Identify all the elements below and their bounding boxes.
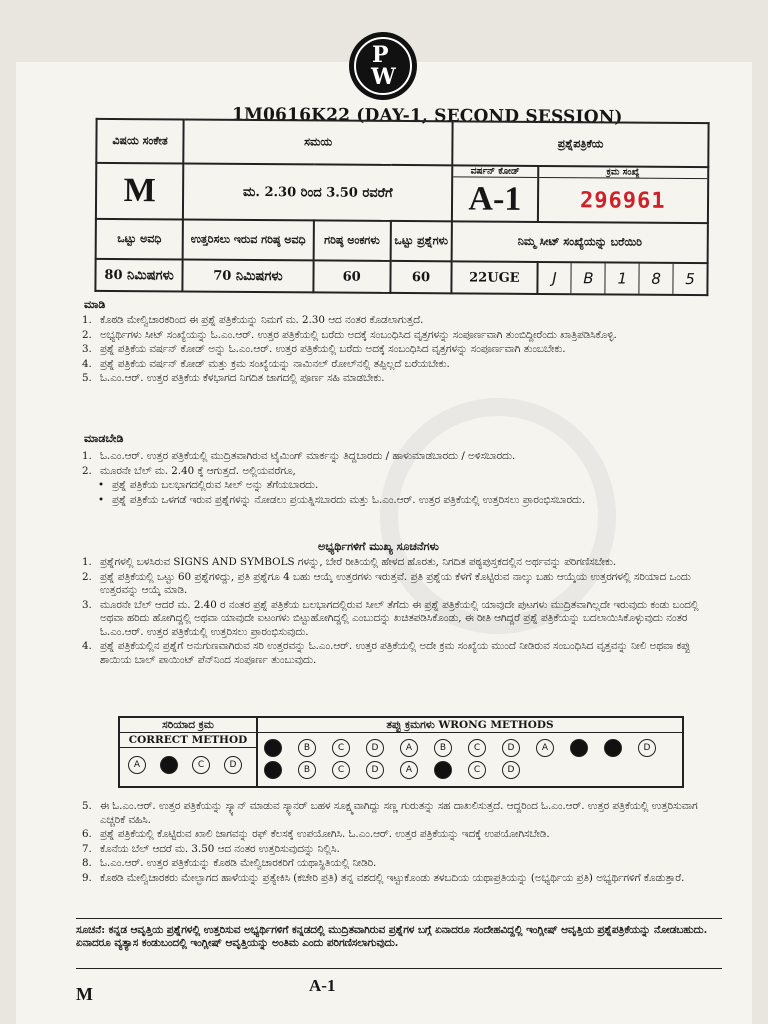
answer-bubble <box>604 739 622 757</box>
seat-char: 1 <box>606 263 640 293</box>
answer-methods <box>118 716 684 792</box>
max-marks-label: ಗರಿಷ್ಠ ಅಂಕಗಳು <box>313 220 390 261</box>
instruction-item: 3. ಪ್ರಶ್ನೆ ಪತ್ರಿಕೆಯ ವರ್ಷನ್ ಕೋಡ್ ಅನ್ನು ಓ.ಎಂ.ಆರ್. ಉತ್ತರ ಪತ್ರಿಕೆಯಲ್ಲಿ ಬರೆದು ಅದಕ್ಕೆ ಸಂಬಂಧಿಸಿದ ವೃತ್ತಗಳನ್ನು ಸಂಪೂರ್ಣವಾಗಿ ತುಂಬಬೇಕು. <box>82 343 566 355</box>
answer-bubble: C <box>468 761 486 779</box>
subject-code: M <box>96 163 184 220</box>
booklet-label: ಪ್ರಶ್ನೆಪತ್ರಿಕೆಯ <box>453 121 709 167</box>
seat-prefix: 22UGE <box>452 261 538 294</box>
answer-bubble: C <box>332 761 350 779</box>
serial-cell: ಕ್ರಮ ಸಂಖ್ಯೆ 296961 <box>537 166 708 223</box>
answer-bubble: D <box>502 761 520 779</box>
answer-bubble: D <box>638 739 656 757</box>
paper-code: 1M0616K22 (DAY-1, SECOND SESSION) <box>231 104 623 128</box>
answer-duration: 70 ನಿಮಿಷಗಳು <box>183 259 314 292</box>
answer-bubble: A <box>128 756 146 774</box>
donts-heading: ಮಾಡಬೇಡಿ <box>84 432 124 445</box>
instructions-heading: ಅಭ್ಯರ್ಥಿಗಳಿಗೆ ಮುಖ್ಯ ಸೂಚನೆಗಳು <box>318 540 439 553</box>
note: ಸೂಚನೆ: ಕನ್ನಡ ಆವೃತ್ತಿಯ ಪ್ರಶ್ನೆಗಳಲ್ಲಿ ಉತ್ತರಿಸುವ ಅಭ್ಯರ್ಥಿಗಳಿಗೆ ಕನ್ನಡದಲ್ಲಿ ಮುದ್ರಿತವಾಗಿರುವ ಪ್ರಶ್ನೆಗಳ ಬಗ್ಗೆ ಏನಾದರೂ ಸಂದೇಹವಿದ್ದಲ್ಲಿ ಇಂಗ್ಲೀಷ್ ಆವೃತ್ತಿಯ ಪ್ರಶ್ನೆಪತ್ರಿಕೆಯನ್ನು ನೋಡಬಹುದು. ಏನಾದರೂ ವ್ಯತ್ಯಾಸ ಕಂಡುಬಂದಲ್ಲಿ ಇಂಗ್ಲೀಷ್ ಆವೃತ್ತಿಯನ್ನು ಅಂತಿಮ ಎಂದು ಪರಿಗಣಿಸಲಾಗುವುದು. <box>76 924 708 949</box>
seat-number-boxes <box>537 262 708 295</box>
instruction-item: 8. ಓ.ಎಂ.ಆರ್. ಉತ್ತರ ಪತ್ರಿಕೆಯನ್ನು ಕೊಠಡಿ ಮೇಲ್ವಿಚಾರಕರಿಗೆ ಯಥಾಸ್ಥಿತಿಯಲ್ಲಿ ನೀಡಿರಿ. <box>82 857 377 869</box>
seat-char: B <box>572 263 606 293</box>
total-duration: 80 ನಿಮಿಷಗಳು <box>95 259 182 292</box>
subject-code-label: ವಿಷಯ ಸಂಕೇತ <box>96 119 184 164</box>
instruction-item: 1. ಪ್ರಶ್ನೆಗಳಲ್ಲಿ ಬಳಸಿರುವ SIGNS AND SYMBOLS ಗಳನ್ನು, ಬೇರೆ ರೀತಿಯಲ್ಲಿ ಹೇಳದ ಹೊರತು, ನಿಗದಿತ ಪಠ್ಯಪುಸ್ತಕದಲ್ಲಿನ ಅರ್ಥವನ್ನು ಪರಿಗಣಿಸಬೇಕು. <box>82 556 617 568</box>
max-marks: 60 <box>313 260 390 293</box>
instruction-item: 1. ಓ.ಎಂ.ಆರ್. ಉತ್ತರ ಪತ್ರಿಕೆಯಲ್ಲಿ ಮುದ್ರಿತವಾಗಿರುವ ಟೈಮಿಂಗ್ ಮಾರ್ಕನ್ನು ತಿದ್ದಬಾರದು / ಹಾಳುಮಾಡಬಾರದು / ಅಳಿಸಬಾರದು. <box>82 450 516 462</box>
footer-version: A-1 <box>309 976 336 995</box>
answer-bubble: D <box>366 761 384 779</box>
instructions-list-continued <box>78 800 718 886</box>
instruction-item: 6. ಪ್ರಶ್ನೆ ಪತ್ರಿಕೆಯಲ್ಲಿ ಕೊಟ್ಟಿರುವ ಖಾಲಿ ಜಾಗವನ್ನು ರಫ್ ಕೆಲಸಕ್ಕೆ ಉಪಯೋಗಿಸಿ. ಓ.ಎಂ.ಆರ್. ಉತ್ತರ ಪತ್ರಿಕೆಯನ್ನು ಇದಕ್ಕೆ ಉಪಯೋಗಿಸಬೇಡಿ. <box>82 828 550 840</box>
seat-label: ನಿಮ್ಮ ಸೀಟ್ ಸಂಖ್ಯೆಯನ್ನು ಬರೆಯಿರಿ <box>452 221 708 263</box>
instruction-item: 1. ಕೊಠಡಿ ಮೇಲ್ವಿಚಾರಕರಿಂದ ಈ ಪ್ರಶ್ನೆ ಪತ್ರಿಕೆಯನ್ನು ನಿಮಗೆ ಮ. 2.30 ಆದ ನಂತರ ಕೊಡಲಾಗುತ್ತದೆ. <box>82 314 424 326</box>
answer-bubble <box>264 739 282 757</box>
instruction-item: 5. ಓ.ಎಂ.ಆರ್. ಉತ್ತರ ಪತ್ರಿಕೆಯ ಕೆಳಭಾಗದ ನಿಗದಿತ ಜಾಗದಲ್ಲಿ ಪೂರ್ಣ ಸಹಿ ಮಾಡಬೇಕು. <box>82 372 385 384</box>
version-code-cell: ವರ್ಷನ್ ಕೋಡ್ A-1 <box>452 165 538 222</box>
answer-bubble: C <box>468 739 486 757</box>
answer-bubble: C <box>332 739 350 757</box>
dos-heading: ಮಾಡಿ <box>84 298 106 311</box>
seat-char: 8 <box>640 264 674 294</box>
answer-bubble: A <box>536 739 554 757</box>
answer-bubble <box>434 761 452 779</box>
dos-list <box>78 314 718 387</box>
seat-char: J <box>538 263 572 293</box>
answer-bubble: D <box>366 739 384 757</box>
instruction-item: 7. ಕೊನೆಯ ಬೆಲ್ ಆದರೆ ಮ. 3.50 ಆದ ನಂತರ ಉತ್ತರಿಸುವುದನ್ನು ನಿಲ್ಲಿಸಿ. <box>82 842 340 855</box>
answer-bubble: D <box>502 739 520 757</box>
answer-duration-label: ಉತ್ತರಿಸಲು ಇರುವ ಗರಿಷ್ಠ ಅವಧಿ <box>183 219 314 260</box>
pw-logo: P W <box>349 32 417 100</box>
answer-bubble: B <box>434 739 452 757</box>
instruction-item: 4. ಪ್ರಶ್ನೆ ಪತ್ರಿಕೆಯ ವರ್ಷನ್ ಕೋಡ್ ಮತ್ತು ಕ್ರಮ ಸಂಖ್ಯೆಯನ್ನು ನಾಮಿನಲ್ ರೋಲ್‌ನಲ್ಲಿ ತಪ್ಪಿಲ್ಲದೆ ಬರೆಯಬೇಕು. <box>82 357 450 370</box>
time-value: ಮ. 2.30 ರಿಂದ 3.50 ರವರೆಗೆ <box>183 163 452 221</box>
total-questions: 60 <box>390 261 452 293</box>
answer-bubble: B <box>298 739 316 757</box>
correct-method-box: ಸರಿಯಾದ ಕ್ರಮ CORRECT METHOD A C D <box>118 716 258 788</box>
answer-bubble: C <box>192 756 210 774</box>
instruction-item: • ಪ್ರಶ್ನೆ ಪತ್ರಿಕೆಯ ಒಳಗಡೆ ಇರುವ ಪ್ರಶ್ನೆಗಳನ್ನು ನೋಡಲು ಪ್ರಯತ್ನಿಸಬಾರದು ಮತ್ತು ಓ.ಎಂ.ಆರ್. ಉತ್ತರ ಪತ್ರಿಕೆಯಲ್ಲಿ ಉತ್ತರಿಸಲು ಪ್ರಾರಂಭಿಸಬಾರದು. <box>98 493 586 506</box>
instructions-list <box>78 556 718 668</box>
total-questions-label: ಒಟ್ಟು ಪ್ರಶ್ನೆಗಳು <box>390 221 452 261</box>
instruction-item: 2. ಅಭ್ಯರ್ಥಿಗಳು ಸೀಟ್ ಸಂಖ್ಯೆಯನ್ನು ಓ.ಎಂ.ಆರ್. ಉತ್ತರ ಪತ್ರಿಕೆಯಲ್ಲಿ ಬರೆದು ಅದಕ್ಕೆ ಸಂಬಂಧಿಸಿದ ವೃತ್ತಗಳನ್ನು ಸಂಪೂರ್ಣವಾಗಿ ತುಂಬಿದ್ದೀರೆಂದು ಖಾತ್ರಿಪಡಿಸಿಕೊಳ್ಳಿ. <box>82 328 617 341</box>
instruction-item: 2. ಪ್ರಶ್ನೆ ಪತ್ರಿಕೆಯಲ್ಲಿ ಒಟ್ಟು 60 ಪ್ರಶ್ನೆಗಳಿದ್ದು, ಪ್ರತಿ ಪ್ರಶ್ನೆಗೂ 4 ಬಹು ಆಯ್ಕೆ ಉತ್ತರಗಳು ಇರುತ್ತವೆ. ಪ್ರತಿ ಪ್ರಶ್ನೆಯ ಕೆಳಗೆ ಕೊಟ್ಟಿರುವ ನಾಲ್ಕು ಬಹು ಆಯ್ಕೆಯ ಉತ್ತರಗಳಲ್ಲಿ ಸರಿಯಾದ ಒಂದು ಉತ್ತರವನ್ನು ಆಯ್ಕೆ ಮಾಡಿ. <box>82 570 691 596</box>
instruction-item: 3. ಮೂರನೇ ಬೆಲ್ ಆದರೆ ಮ. 2.40 ರ ನಂತರ ಪ್ರಶ್ನೆ ಪತ್ರಿಕೆಯ ಬಲಭಾಗದಲ್ಲಿರುವ ಸೀಲ್ ತೆಗೆದು ಈ ಪ್ರಶ್ನೆ ಪತ್ರಿಕೆಯಲ್ಲಿ ಯಾವುದೇ ಪುಟಗಳು ಮುದ್ರಿತವಾಗಿಲ್ಲದೇ ಇರುವುದು ಕಂಡು ಬಂದಲ್ಲಿ ಅಥವಾ ಹರಿದು ಹೋಗಿದ್ದಲ್ಲಿ ಅಥವಾ ಯಾವುದೇ ಐಟಂಗಳು ಬಿಟ್ಟುಹೋಗಿದ್ದಲ್ಲಿ ಎಂಬುದನ್ನು ಖಚಿತಪಡಿಸಿಕೊಂಡು, ಈ ರೀತಿ ಆಗಿದ್ದರೆ ಪ್ರಶ್ನೆ ಪತ್ರಿಕೆಯನ್ನು ಬದಲಾಯಿಸಿಕೊಳ್ಳುವುದು ನಂತರ ಓ.ಎಂ.ಆರ್. ಉತ್ತರ ಪತ್ರಿಕೆಯಲ್ಲಿ ಉತ್ತರಿಸಲು ಪ್ರಾರಂಭಿಸುವುದು. <box>82 598 699 638</box>
answer-bubble: A <box>400 761 418 779</box>
answer-bubble: B <box>298 761 316 779</box>
serial-number: 296961 <box>579 187 666 214</box>
answer-bubble <box>160 756 178 774</box>
answer-bubble: D <box>224 756 242 774</box>
time-label: ಸಮಯ <box>184 119 453 165</box>
donts-list <box>78 450 718 508</box>
instruction-item: 5. ಈ ಓ.ಎಂ.ಆರ್. ಉತ್ತರ ಪತ್ರಿಕೆಯನ್ನು ಸ್ಕ್ಯಾನ್ ಮಾಡುವ ಸ್ಕ್ಯಾನರ್ ಬಹಳ ಸೂಕ್ಷ್ಮವಾಗಿದ್ದು ಸಣ್ಣ ಗುರುತನ್ನು ಸಹ ದಾಖಲಿಸುತ್ತದೆ. ಆದ್ದರಿಂದ ಓ.ಎಂ.ಆರ್. ಉತ್ತರ ಪತ್ರಿಕೆಯಲ್ಲಿ ಉತ್ತರಿಸುವಾಗ ಎಚ್ಚರಿಕೆ ವಹಿಸಿ. <box>82 800 698 826</box>
footer-subject: M <box>76 984 93 1004</box>
instruction-item: 9. ಕೊಠಡಿ ಮೇಲ್ವಿಚಾರಕರು ಮೇಲ್ಭಾಗದ ಹಾಳೆಯನ್ನು ಪ್ರತ್ಯೇಕಿಸಿ (ಕಚೇರಿ ಪ್ರತಿ) ತನ್ನ ವಶದಲ್ಲಿ ಇಟ್ಟುಕೊಂಡು ತಳಬದಿಯ ಯಥಾಪ್ರತಿಯನ್ನು (ಅಭ್ಯರ್ಥಿಯ ಪ್ರತಿ) ಅಭ್ಯರ್ಥಿಗಳಿಗೆ ಕೊಡುತ್ತಾರೆ. <box>82 871 685 884</box>
answer-bubble <box>264 761 282 779</box>
instruction-item: 4. ಪ್ರಶ್ನೆ ಪತ್ರಿಕೆಯಲ್ಲಿನ ಪ್ರಶ್ನೆಗೆ ಅನುಗುಣವಾಗಿರುವ ಸರಿ ಉತ್ತರವನ್ನು ಓ.ಎಂ.ಆರ್. ಉತ್ತರ ಪತ್ರಿಕೆಯಲ್ಲಿ ಅದೇ ಕ್ರಮ ಸಂಖ್ಯೆಯ ಮುಂದೆ ನೀಡಿರುವ ಸಂಬಂಧಿಸಿದ ವೃತ್ತವನ್ನು ನೀಲಿ ಅಥವಾ ಕಪ್ಪು ಶಾಯಿಯ ಬಾಲ್ ಪಾಯಿಂಟ್ ಪೆನ್‌ನಿಂದ ಸಂಪೂರ್ಣ ತುಂಬುವುದು. <box>82 640 691 666</box>
seat-char: 5 <box>685 269 695 289</box>
wrong-methods-box: ತಪ್ಪು ಕ್ರಮಗಳು WRONG METHODS B C D A B C D A D B C D A C D <box>256 716 684 788</box>
total-duration-label: ಒಟ್ಟು ಅವಧಿ <box>96 219 184 260</box>
instruction-item: • ಪ್ರಶ್ನೆ ಪತ್ರಿಕೆಯ ಬಲಭಾಗದಲ್ಲಿರುವ ಸೀಲ್ ಅನ್ನು ತೆಗೆಯಬಾರದು. <box>98 479 319 491</box>
instruction-item: 2. ಮೂರನೇ ಬೆಲ್ ಮ. 2.40 ಕ್ಕೆ ಆಗುತ್ತದೆ. ಅಲ್ಲಿಯವರೆಗೂ, <box>82 464 296 477</box>
answer-bubble: A <box>400 739 418 757</box>
answer-bubble <box>570 739 588 757</box>
version-code: A-1 <box>468 180 522 218</box>
header-grid <box>94 118 709 296</box>
